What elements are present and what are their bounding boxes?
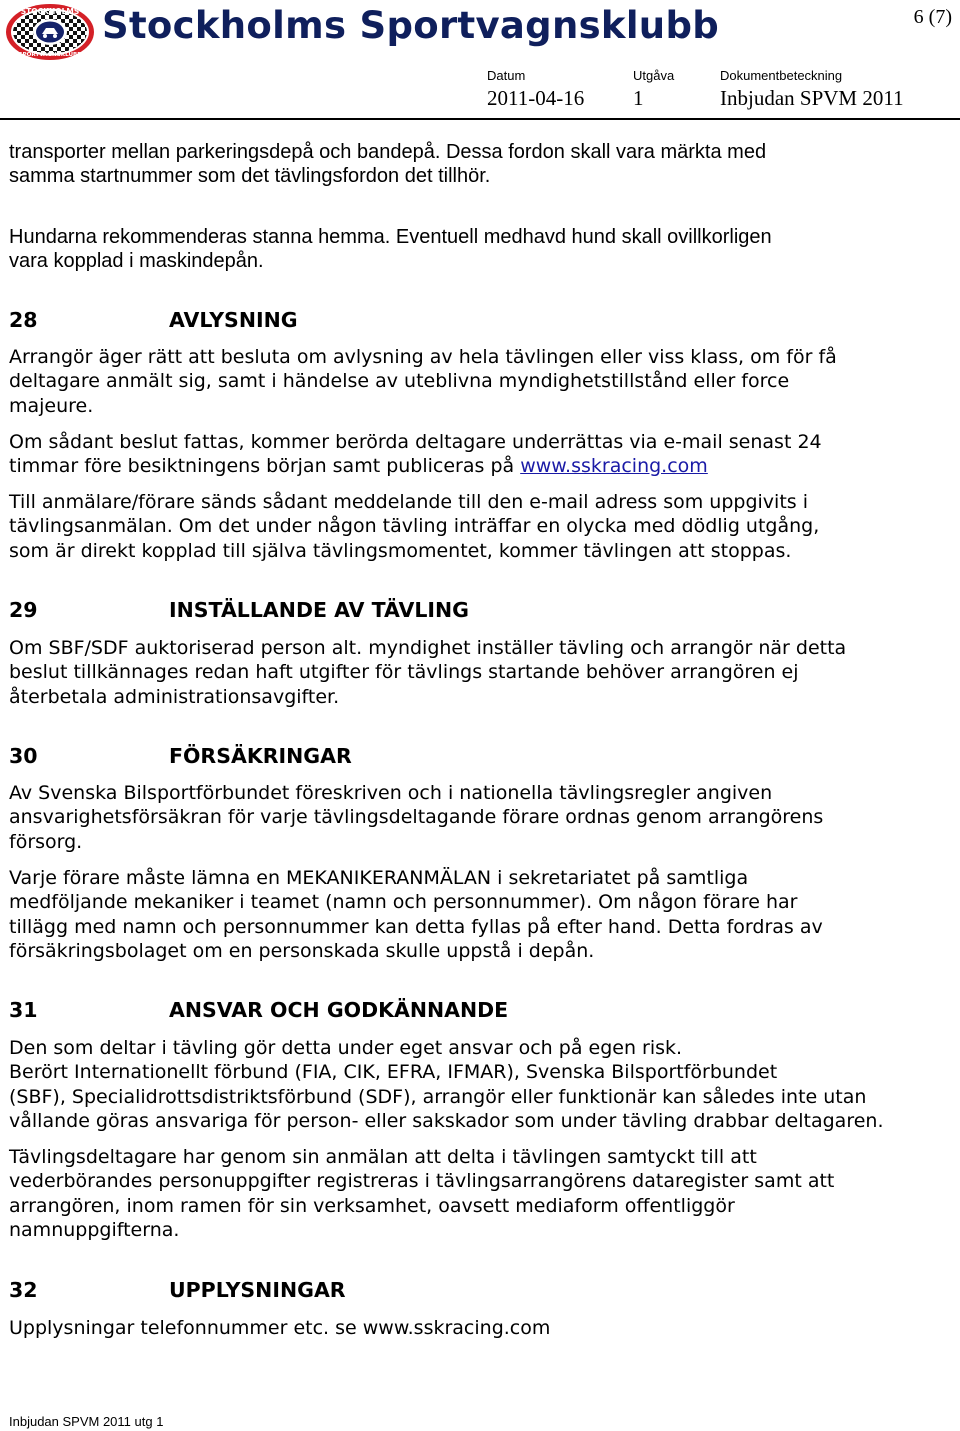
- section-title: AVLYSNING: [169, 308, 298, 332]
- text-line: återbetala administrationsavgifter.: [9, 685, 340, 708]
- section-number: 29: [9, 598, 38, 622]
- text-line: tillägg med namn och personnummer kan detta fyllas på efter hand. Detta fordras av: [9, 915, 823, 938]
- header-divider: [0, 118, 960, 120]
- text-line: (SBF), Specialidrottsdistriktsförbund (SDF), arrangör eller funktionär kan således inte utan: [9, 1085, 867, 1108]
- text-line: majeure.: [9, 394, 94, 417]
- text-line: tävlingsanmälan. Om det under någon tävling inträffar en olycka med dödlig utgång,: [9, 515, 820, 538]
- text-line: Upplysningar telefonnummer etc. se www.sskracing.com: [9, 1317, 551, 1339]
- club-emblem-icon: [5, 3, 95, 61]
- text-line: försorg.: [9, 830, 83, 853]
- section-31-paragraph-2: [9, 1145, 954, 1242]
- text-line: namnuppgifterna.: [9, 1218, 180, 1241]
- section-28-paragraph-2: [9, 430, 954, 479]
- section-28-paragraph-1: [9, 345, 954, 418]
- text-line: deltagare anmält sig, samt i händelse av uteblivna myndighetstillstånd eller force: [9, 370, 790, 393]
- section-32-paragraph-1: [9, 1316, 954, 1340]
- date-value: 2011-04-16: [487, 86, 585, 110]
- section-number: 28: [9, 308, 38, 332]
- text-line: samma startnummer som det tävlingsfordon det tillhör.: [9, 165, 491, 188]
- text-line: försäkringsbolaget om en personskada skulle uppstå i depån.: [9, 939, 595, 962]
- text-line: Hundarna rekommenderas stanna hemma. Eventuell medhavd hund skall ovillkorligen: [9, 226, 772, 248]
- text-line: Tävlingsdeltagare har genom sin anmälan att delta i tävlingen samtyckt till att: [9, 1146, 757, 1168]
- section-30-paragraph-1: [9, 781, 954, 854]
- section-number: 31: [9, 998, 38, 1022]
- club-name: Stockholms Sportvagnsklubb: [102, 4, 720, 47]
- section-title: FÖRSÄKRINGAR: [169, 744, 352, 768]
- intro-paragraph-2: [9, 225, 954, 274]
- sskracing-link[interactable]: www.sskracing.com: [520, 455, 708, 478]
- text-line: arrangören, inom ramen för sin verksamhet, oavsett mediaform offentliggör: [9, 1194, 735, 1217]
- text-line: [9, 454, 954, 478]
- section-31-paragraph-1: [9, 1036, 954, 1133]
- text-line: Om SBF/SDF auktoriserad person alt. myndighet inställer tävling och arrangör när detta: [9, 637, 847, 659]
- text-line: som är direkt kopplad till själva tävlingsmomentet, kommer tävlingen att stoppas.: [9, 539, 792, 562]
- text-line: Varje förare måste lämna en MEKANIKERANMÄLAN i sekretariatet på samtliga: [9, 867, 749, 889]
- section-number: 30: [9, 744, 38, 768]
- doc-label: Dokumentbeteckning: [720, 68, 843, 83]
- text-line: Om sådant beslut fattas, kommer berörda deltagare underrättas via e-mail senast 24: [9, 431, 822, 453]
- section-30-paragraph-2: [9, 866, 954, 963]
- page-footer: Inbjudan SPVM 2011 utg 1: [9, 1414, 164, 1429]
- text-line: vållande göras ansvariga för person- eller sakskador som under tävling drabbar deltagaren.: [9, 1109, 884, 1132]
- text-fragment: timmar före besiktningens början samt publiceras på: [9, 455, 521, 478]
- intro-paragraph-1: [9, 140, 954, 189]
- text-line: transporter mellan parkeringsdepå och bandepå. Dessa fordon skall vara märkta med: [9, 141, 767, 163]
- text-line: Berört Internationellt förbund (FIA, CIK, EFRA, IFMAR), Svenska Bilsportförbundet: [9, 1061, 778, 1084]
- text-line: ansvarighetsförsäkran för varje tävlingsdeltagande förare ordnas genom arrangörens: [9, 806, 824, 829]
- text-line: Den som deltar i tävling gör detta under eget ansvar och på egen risk.: [9, 1037, 683, 1059]
- text-line: Av Svenska Bilsportförbundet föreskriven och i nationella tävlingsregler angiven: [9, 782, 773, 804]
- page-number: 6 (7): [913, 6, 952, 28]
- edition-value: 1: [633, 86, 644, 110]
- text-line: vara kopplad i maskindepån.: [9, 250, 264, 273]
- doc-value: Inbjudan SPVM 2011: [720, 86, 904, 110]
- section-number: 32: [9, 1278, 38, 1302]
- date-label: Datum: [487, 68, 526, 83]
- text-line: beslut tillkännages redan haft utgifter för tävlings startande behöver arrangören ej: [9, 661, 799, 684]
- section-28-paragraph-3: [9, 490, 954, 563]
- logo-bottom-text: SPORTVAGNSKLUBB: [18, 52, 82, 58]
- text-line: medföljande mekaniker i teamet (namn och personnummer). Om någon förare har: [9, 891, 798, 914]
- section-title: ANSVAR OCH GODKÄNNANDE: [169, 998, 509, 1022]
- section-title: INSTÄLLANDE AV TÄVLING: [169, 598, 469, 622]
- logo-top-text: STOCKHOLMS: [20, 7, 80, 16]
- text-line: Arrangör äger rätt att besluta om avlysning av hela tävlingen eller viss klass, om för få: [9, 346, 837, 368]
- section-title: UPPLYSNINGAR: [169, 1278, 346, 1302]
- text-line: vederbörandes personuppgifter registreras i tävlingsarrangörens dataregister samt att: [9, 1170, 835, 1193]
- text-line: Till anmälare/förare sänds sådant meddelande till den e-mail adress som uppgivits i: [9, 491, 808, 513]
- section-29-paragraph-1: [9, 636, 954, 709]
- edition-label: Utgåva: [633, 68, 675, 83]
